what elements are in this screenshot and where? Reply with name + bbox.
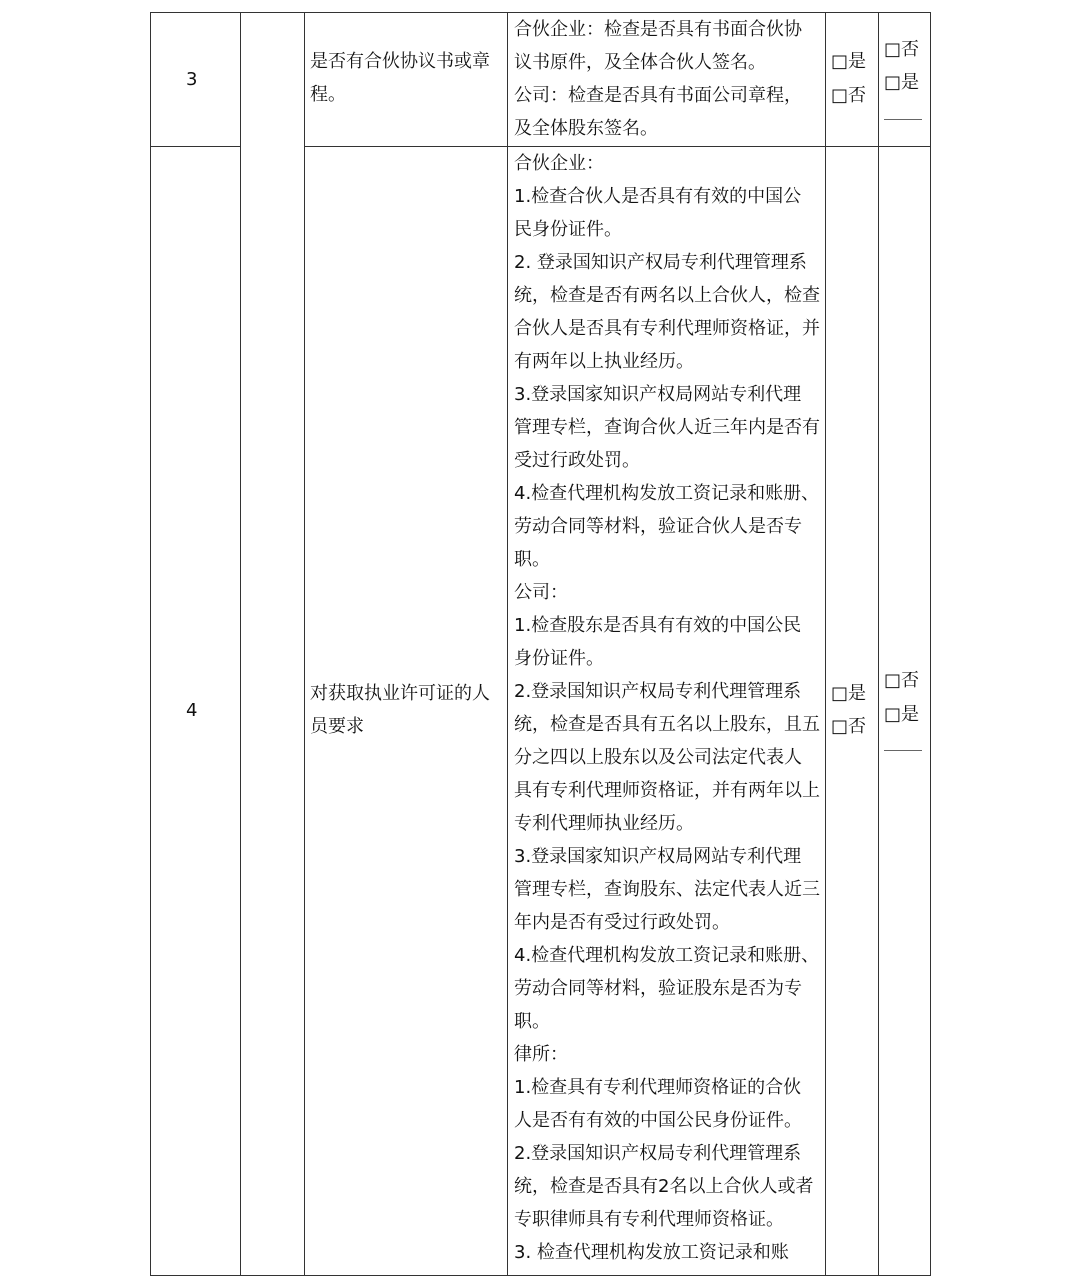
checkbox-no[interactable]: □否 <box>831 716 867 737</box>
table-column-divider <box>304 12 305 1275</box>
result-checkbox-yes[interactable]: □是 <box>884 72 920 93</box>
method-line: 1.检查股东是否具有有效的中国公民 <box>514 615 802 636</box>
method-line: 具有专利代理师资格证，并有两年以上 <box>514 780 820 801</box>
method-line: 专职律师具有专利代理师资格证。 <box>514 1209 784 1230</box>
method-line: 年内是否有受过行政处罚。 <box>514 912 730 933</box>
method-line: 公司： <box>514 582 568 603</box>
method-line: 3. 检查代理机构发放工资记录和账 <box>514 1242 789 1263</box>
table-column-divider <box>878 12 879 1275</box>
row-divider <box>150 146 241 147</box>
method-line: 合伙人是否具有专利代理师资格证，并 <box>514 318 820 339</box>
method-line: 1.检查具有专利代理师资格证的合伙 <box>514 1077 802 1098</box>
method-line: 3.登录国家知识产权局网站专利代理 <box>514 846 802 867</box>
method-line: 民身份证件。 <box>514 219 622 240</box>
checkbox-no[interactable]: □否 <box>831 85 867 106</box>
check-item <box>310 45 505 111</box>
method-line: 受过行政处罚。 <box>514 450 640 471</box>
method-line: 职。 <box>514 1011 550 1032</box>
method-line: 职。 <box>514 549 550 570</box>
result-remark-line <box>884 119 922 120</box>
method-line: 劳动合同等材料，验证股东是否为专 <box>514 978 802 999</box>
method-line: 3.登录国家知识产权局网站专利代理 <box>514 384 802 405</box>
method-line: 劳动合同等材料，验证合伙人是否专 <box>514 516 802 537</box>
method-line: 律所： <box>514 1044 568 1065</box>
method-line: 2. 登录国知识产权局专利代理管理系 <box>514 252 807 273</box>
method-line: 2.登录国知识产权局专利代理管理系 <box>514 1143 802 1164</box>
checkbox-yes[interactable]: □是 <box>831 683 867 704</box>
method-line: 身份证件。 <box>514 648 604 669</box>
method-line: 公司：检查是否具有书面公司章程， <box>514 85 802 106</box>
table-column-divider <box>507 12 508 1275</box>
method-line: 专利代理师执业经历。 <box>514 813 694 834</box>
result-remark-line <box>884 750 922 751</box>
method-line: 管理专栏，查询合伙人近三年内是否有 <box>514 417 820 438</box>
method-line: 2.登录国知识产权局专利代理管理系 <box>514 681 802 702</box>
check-method <box>514 13 832 145</box>
check-item-line: 员要求 <box>310 716 364 737</box>
result-checkbox-no[interactable]: □否 <box>884 39 920 60</box>
method-line: 人是否有有效的中国公民身份证件。 <box>514 1110 802 1131</box>
method-line: 统，检查是否具有五名以上股东，且五 <box>514 714 820 735</box>
check-item-line: 对获取执业许可证的人 <box>310 683 490 704</box>
method-line: 议书原件，及全体合伙人签名。 <box>514 52 766 73</box>
check-method <box>514 147 832 1269</box>
method-line: 合伙企业： <box>514 153 604 174</box>
row-number: 3 <box>186 69 198 90</box>
check-item-line: 程。 <box>310 84 346 105</box>
table-column-divider <box>240 12 241 1275</box>
table-border-left <box>150 12 151 1275</box>
method-line: 统，检查是否有两名以上合伙人，检查 <box>514 285 820 306</box>
method-line: 4.检查代理机构发放工资记录和账册、 <box>514 483 820 504</box>
method-line: 有两年以上执业经历。 <box>514 351 694 372</box>
method-line: 分之四以上股东以及公司法定代表人 <box>514 747 802 768</box>
method-line: 合伙企业：检查是否具有书面合伙协 <box>514 19 802 40</box>
table-border-right <box>930 12 931 1275</box>
result-checkbox-no[interactable]: □否 <box>884 670 920 691</box>
method-line: 管理专栏，查询股东、法定代表人近三 <box>514 879 820 900</box>
result-checkbox-yes[interactable]: □是 <box>884 704 920 725</box>
check-item-line: 是否有合伙协议书或章 <box>310 51 490 72</box>
method-line: 1.检查合伙人是否具有有效的中国公 <box>514 186 802 207</box>
method-line: 4.检查代理机构发放工资记录和账册、 <box>514 945 820 966</box>
checkbox-yes[interactable]: □是 <box>831 51 867 72</box>
check-item <box>310 677 505 743</box>
table-border-bottom <box>150 1275 931 1276</box>
method-line: 及全体股东签名。 <box>514 118 658 139</box>
method-line: 统，检查是否具有2名以上合伙人或者 <box>514 1176 814 1197</box>
row-number: 4 <box>186 700 198 721</box>
